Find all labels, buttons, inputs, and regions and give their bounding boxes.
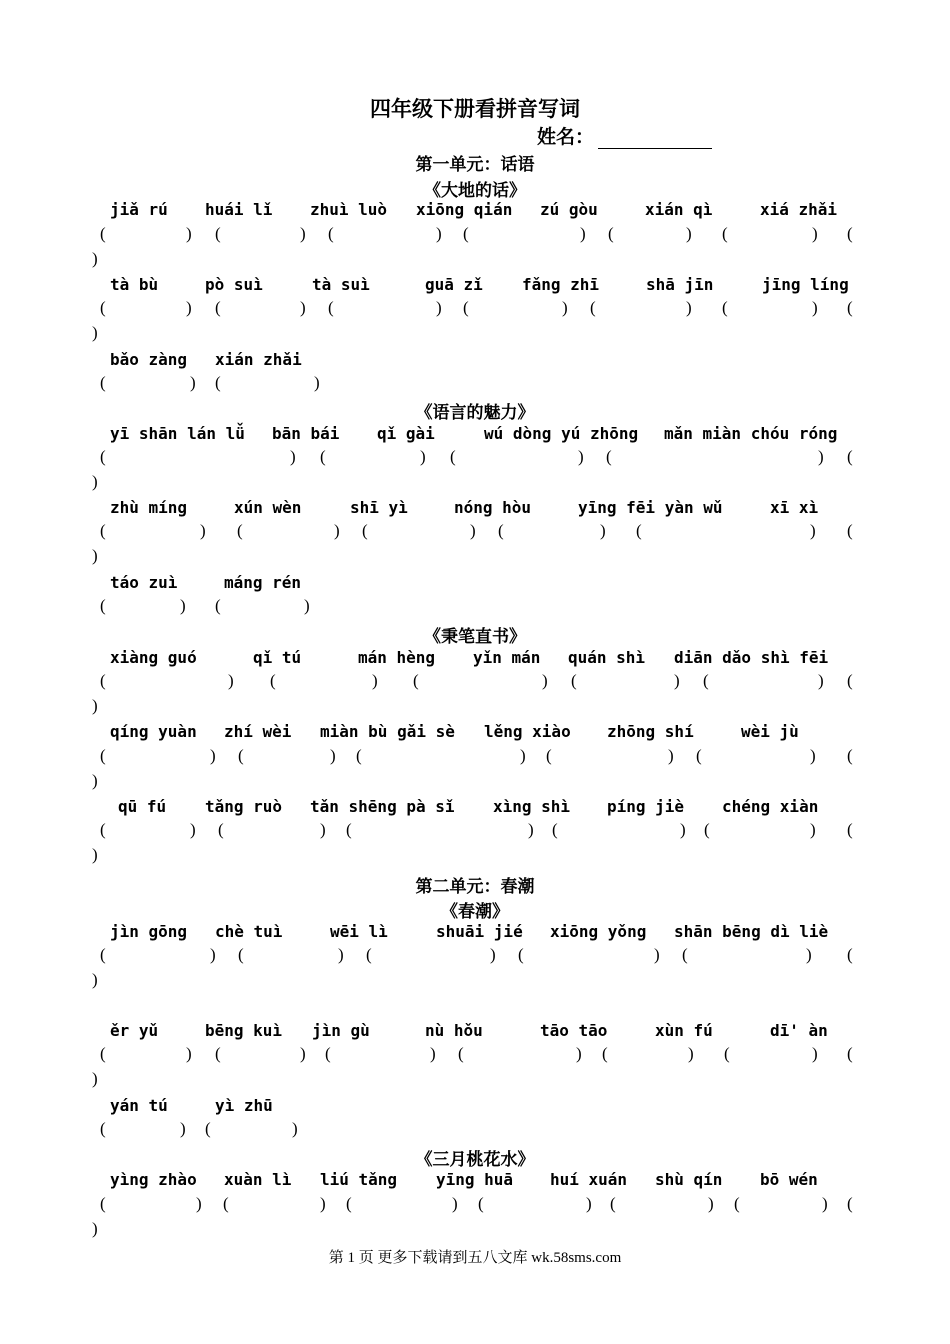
answer-bracket-close: ): [92, 1069, 98, 1088]
answer-bracket-open[interactable]: (: [100, 1044, 106, 1063]
section-heading: 《秉笔直书》: [424, 627, 526, 647]
section-heading: 《春潮》: [441, 902, 509, 922]
answer-bracket-open[interactable]: (: [546, 746, 552, 765]
pinyin-row: [0, 573, 950, 593]
section-heading: 《三月桃花水》: [415, 1150, 535, 1170]
answer-bracket-open[interactable]: (: [847, 1194, 853, 1213]
answer-bracket-close: ): [600, 521, 606, 540]
answer-row: [0, 298, 950, 318]
answer-bracket-close: ): [300, 1044, 306, 1063]
answer-bracket-close: ): [576, 1044, 582, 1063]
answer-bracket-open[interactable]: (: [100, 945, 106, 964]
answer-row-wrap: [0, 696, 950, 716]
answer-bracket-close: ): [686, 298, 692, 317]
pinyin-word: qǐ gài: [377, 424, 435, 443]
answer-bracket-close: ): [812, 1044, 818, 1063]
answer-bracket-close: ): [92, 970, 98, 989]
answer-bracket-close: ): [818, 447, 824, 466]
answer-bracket-open[interactable]: (: [100, 298, 106, 317]
answer-bracket-close: ): [822, 1194, 828, 1213]
answer-bracket-open[interactable]: (: [346, 820, 352, 839]
answer-bracket-open[interactable]: (: [847, 447, 853, 466]
pinyin-word: quán shì: [568, 648, 646, 667]
answer-bracket-close: ): [470, 521, 476, 540]
pinyin-word: chéng xiàn: [722, 797, 819, 816]
answer-row: [0, 373, 950, 393]
answer-row: [0, 1044, 950, 1064]
pinyin-word: miàn bù gǎi sè: [320, 722, 455, 741]
answer-bracket-close: ): [372, 671, 378, 690]
answer-bracket-open[interactable]: (: [703, 671, 709, 690]
answer-bracket-close: ): [92, 1219, 98, 1238]
answer-bracket-close: ): [314, 373, 320, 392]
pinyin-row: [0, 648, 950, 668]
answer-bracket-close: ): [190, 820, 196, 839]
answer-bracket-close: ): [292, 1119, 298, 1138]
answer-bracket-close: ): [92, 771, 98, 790]
answer-bracket-close: ): [92, 546, 98, 565]
answer-bracket-open[interactable]: (: [270, 671, 276, 690]
pinyin-word: píng jiè: [607, 797, 685, 816]
pinyin-row: [0, 350, 950, 370]
answer-row: [0, 945, 950, 965]
answer-bracket-close: ): [330, 746, 336, 765]
answer-row-wrap: [0, 771, 950, 791]
section-heading: 第一单元：话语: [415, 155, 535, 175]
answer-bracket-open[interactable]: (: [847, 746, 853, 765]
pinyin-row: [0, 200, 950, 220]
name-label: 姓名：: [537, 126, 595, 148]
answer-bracket-close: ): [520, 746, 526, 765]
answer-bracket-close: ): [320, 820, 326, 839]
pinyin-word: xùn fú: [655, 1021, 713, 1040]
answer-bracket-close: ): [180, 1119, 186, 1138]
pinyin-word: yǐn mán: [473, 648, 541, 667]
answer-bracket-close: ): [810, 746, 816, 765]
answer-bracket-open[interactable]: (: [238, 945, 244, 964]
answer-bracket-close: ): [186, 1044, 192, 1063]
answer-row-wrap: [0, 1069, 950, 1089]
answer-bracket-open[interactable]: (: [100, 1119, 106, 1138]
pinyin-word: ěr yǔ: [110, 1021, 159, 1040]
answer-bracket-open[interactable]: (: [100, 447, 106, 466]
answer-bracket-open[interactable]: (: [458, 1044, 464, 1063]
name-field: [537, 122, 712, 149]
answer-bracket-open[interactable]: (: [722, 298, 728, 317]
answer-bracket-close: ): [200, 521, 206, 540]
answer-bracket-close: ): [490, 945, 496, 964]
pinyin-word: shī yì: [350, 498, 408, 517]
pinyin-word: yì zhū: [215, 1096, 273, 1115]
answer-bracket-close: ): [436, 224, 442, 243]
pinyin-word: yán tú: [110, 1096, 168, 1115]
pinyin-word: xuàn lì: [224, 1170, 292, 1189]
answer-bracket-open[interactable]: (: [215, 1044, 221, 1063]
answer-bracket-close: ): [528, 820, 534, 839]
answer-bracket-open[interactable]: (: [722, 224, 728, 243]
answer-row-wrap: [0, 472, 950, 492]
answer-bracket-close: ): [452, 1194, 458, 1213]
pinyin-word: xī xì: [770, 498, 819, 517]
pinyin-word: shù qín: [655, 1170, 723, 1189]
answer-bracket-close: ): [686, 224, 692, 243]
answer-row-wrap: [0, 323, 950, 343]
answer-bracket-open[interactable]: (: [215, 596, 221, 615]
pinyin-row: [0, 1096, 950, 1116]
answer-bracket-open[interactable]: (: [608, 224, 614, 243]
answer-row: [0, 521, 950, 541]
answer-bracket-close: ): [654, 945, 660, 964]
answer-bracket-open[interactable]: (: [100, 1194, 106, 1213]
answer-row-wrap: [0, 845, 950, 865]
pinyin-word: wēi lì: [330, 922, 388, 941]
answer-bracket-open[interactable]: (: [590, 298, 596, 317]
pinyin-word: jiǎ rú: [110, 200, 168, 219]
answer-bracket-open[interactable]: (: [215, 298, 221, 317]
pinyin-word: pò suì: [205, 275, 263, 294]
answer-bracket-close: ): [708, 1194, 714, 1213]
pinyin-word: lěng xiào: [484, 722, 571, 741]
pinyin-word: liú tǎng: [320, 1170, 398, 1189]
answer-bracket-open[interactable]: (: [704, 820, 710, 839]
pinyin-word: yìng zhào: [110, 1170, 197, 1189]
answer-bracket-close: ): [674, 671, 680, 690]
pinyin-word: zhuì luò: [310, 200, 388, 219]
answer-bracket-open[interactable]: (: [847, 1044, 853, 1063]
answer-bracket-close: ): [810, 820, 816, 839]
pinyin-word: bēng kuì: [205, 1021, 283, 1040]
answer-bracket-open[interactable]: (: [847, 671, 853, 690]
answer-row-wrap: [0, 970, 950, 990]
answer-bracket-close: ): [92, 323, 98, 342]
pinyin-word: qíng yuàn: [110, 722, 197, 741]
pinyin-word: nóng hòu: [454, 498, 532, 517]
pinyin-word: shā jīn: [646, 275, 714, 294]
answer-bracket-close: ): [300, 298, 306, 317]
pinyin-word: zhù míng: [110, 498, 188, 517]
pinyin-word: xiàng guó: [110, 648, 197, 667]
pinyin-row: [0, 1021, 950, 1041]
answer-row: [0, 1119, 950, 1139]
answer-bracket-close: ): [186, 298, 192, 317]
answer-bracket-open[interactable]: (: [362, 521, 368, 540]
answer-bracket-open[interactable]: (: [734, 1194, 740, 1213]
answer-bracket-open[interactable]: (: [100, 671, 106, 690]
pinyin-word: mǎn miàn chóu róng: [664, 424, 838, 443]
pinyin-word: xún wèn: [234, 498, 302, 517]
pinyin-row: [0, 424, 950, 444]
name-blank-line[interactable]: [598, 130, 712, 149]
answer-bracket-close: ): [304, 596, 310, 615]
answer-bracket-open[interactable]: (: [847, 224, 853, 243]
pinyin-word: xiá zhǎi: [760, 200, 838, 219]
pinyin-word: zhōng shí: [607, 722, 694, 741]
pinyin-word: fǎng zhī: [522, 275, 600, 294]
pinyin-word: yī shān lán lǚ: [110, 424, 245, 443]
answer-bracket-close: ): [680, 820, 686, 839]
answer-bracket-open[interactable]: (: [328, 298, 334, 317]
pinyin-word: zú gòu: [540, 200, 598, 219]
answer-bracket-close: ): [818, 671, 824, 690]
answer-bracket-close: ): [92, 472, 98, 491]
answer-bracket-close: ): [300, 224, 306, 243]
pinyin-word: huái lǐ: [205, 200, 273, 219]
answer-row-wrap: [0, 546, 950, 566]
answer-bracket-close: ): [806, 945, 812, 964]
pinyin-word: xiōng qián: [416, 200, 513, 219]
page-footer: 第 1 页 更多下载请到五八文库 wk.58sms.com: [328, 1250, 622, 1266]
answer-bracket-open[interactable]: (: [328, 224, 334, 243]
answer-bracket-open[interactable]: (: [847, 945, 853, 964]
pinyin-word: xiōng yǒng: [550, 922, 647, 941]
pinyin-word: tà bù: [110, 275, 159, 294]
answer-row: [0, 820, 950, 840]
answer-bracket-open[interactable]: (: [610, 1194, 616, 1213]
answer-bracket-close: ): [186, 224, 192, 243]
answer-bracket-open[interactable]: (: [636, 521, 642, 540]
pinyin-word: tāo tāo: [540, 1021, 608, 1040]
pinyin-word: mán hèng: [358, 648, 436, 667]
answer-bracket-open[interactable]: (: [325, 1044, 331, 1063]
pinyin-word: nù hǒu: [425, 1021, 483, 1040]
answer-bracket-close: ): [812, 298, 818, 317]
answer-bracket-open[interactable]: (: [478, 1194, 484, 1213]
pinyin-word: guā zǐ: [425, 275, 483, 294]
pinyin-word: shān bēng dì liè: [674, 922, 829, 941]
answer-bracket-open[interactable]: (: [847, 298, 853, 317]
answer-bracket-close: ): [430, 1044, 436, 1063]
answer-bracket-open[interactable]: (: [682, 945, 688, 964]
pinyin-word: wèi jù: [741, 722, 799, 741]
answer-bracket-close: ): [812, 224, 818, 243]
pinyin-word: tǎng ruò: [205, 797, 283, 816]
answer-bracket-open[interactable]: (: [571, 671, 577, 690]
answer-bracket-close: ): [338, 945, 344, 964]
pinyin-word: xián qì: [645, 200, 713, 219]
pinyin-word: diān dǎo shì fēi: [674, 648, 829, 667]
answer-bracket-close: ): [334, 521, 340, 540]
answer-bracket-open[interactable]: (: [463, 224, 469, 243]
answer-bracket-close: ): [810, 521, 816, 540]
answer-bracket-close: ): [688, 1044, 694, 1063]
answer-bracket-open[interactable]: (: [356, 746, 362, 765]
answer-bracket-close: ): [436, 298, 442, 317]
answer-bracket-close: ): [92, 845, 98, 864]
pinyin-word: tà suì: [312, 275, 370, 294]
answer-bracket-open[interactable]: (: [215, 224, 221, 243]
section-heading: 《大地的话》: [424, 181, 526, 201]
pinyin-word: bǎo zàng: [110, 350, 188, 369]
answer-bracket-close: ): [190, 373, 196, 392]
answer-bracket-close: ): [586, 1194, 592, 1213]
answer-row: [0, 596, 950, 616]
answer-bracket-open[interactable]: (: [602, 1044, 608, 1063]
answer-bracket-open[interactable]: (: [100, 820, 106, 839]
answer-bracket-close: ): [196, 1194, 202, 1213]
answer-bracket-open[interactable]: (: [223, 1194, 229, 1213]
pinyin-word: yīng huā: [436, 1170, 514, 1189]
pinyin-word: bō wén: [760, 1170, 818, 1189]
answer-row: [0, 671, 950, 691]
answer-bracket-open[interactable]: (: [413, 671, 419, 690]
answer-bracket-close: ): [578, 447, 584, 466]
pinyin-row: [0, 797, 950, 817]
pinyin-row: [0, 275, 950, 295]
answer-bracket-open[interactable]: (: [237, 521, 243, 540]
pinyin-word: wú dòng yú zhōng: [484, 424, 639, 443]
pinyin-word: jìn gù: [312, 1021, 370, 1040]
answer-bracket-open[interactable]: (: [498, 521, 504, 540]
page-title: 四年级下册看拼音写词: [370, 96, 580, 121]
pinyin-word: qū fú: [118, 797, 167, 816]
pinyin-word: xìng shì: [493, 797, 571, 816]
section-heading: 《语言的魅力》: [415, 403, 535, 423]
pinyin-word: chè tuì: [215, 922, 283, 941]
answer-bracket-open[interactable]: (: [518, 945, 524, 964]
answer-row: [0, 746, 950, 766]
pinyin-word: bān bái: [272, 424, 340, 443]
answer-bracket-close: ): [562, 298, 568, 317]
pinyin-word: qǐ tú: [253, 648, 302, 667]
pinyin-word: tǎn shēng pà sǐ: [310, 797, 455, 816]
answer-row: [0, 224, 950, 244]
answer-bracket-open[interactable]: (: [346, 1194, 352, 1213]
answer-bracket-open[interactable]: (: [463, 298, 469, 317]
pinyin-row: [0, 1170, 950, 1190]
pinyin-word: dī' àn: [770, 1021, 828, 1040]
answer-row-wrap: [0, 249, 950, 269]
answer-bracket-open[interactable]: (: [847, 521, 853, 540]
pinyin-word: táo zuì: [110, 573, 178, 592]
pinyin-word: jìn gōng: [110, 922, 188, 941]
pinyin-word: máng rén: [224, 573, 302, 592]
answer-bracket-open[interactable]: (: [100, 746, 106, 765]
pinyin-row: [0, 722, 950, 742]
answer-bracket-open[interactable]: (: [366, 945, 372, 964]
answer-row-wrap: [0, 1219, 950, 1239]
answer-bracket-open[interactable]: (: [215, 373, 221, 392]
answer-bracket-close: ): [290, 447, 296, 466]
answer-bracket-open[interactable]: (: [100, 224, 106, 243]
answer-bracket-open[interactable]: (: [218, 820, 224, 839]
answer-bracket-open[interactable]: (: [100, 596, 106, 615]
answer-bracket-open[interactable]: (: [205, 1119, 211, 1138]
answer-bracket-close: ): [92, 696, 98, 715]
answer-bracket-open[interactable]: (: [238, 746, 244, 765]
pinyin-word: zhí wèi: [224, 722, 292, 741]
pinyin-word: shuāi jié: [436, 922, 523, 941]
answer-bracket-open[interactable]: (: [847, 820, 853, 839]
pinyin-row: [0, 498, 950, 518]
answer-bracket-close: ): [668, 746, 674, 765]
pinyin-word: xián zhǎi: [215, 350, 302, 369]
section-heading: 第二单元：春潮: [415, 877, 535, 897]
answer-bracket-open[interactable]: (: [724, 1044, 730, 1063]
answer-bracket-open[interactable]: (: [320, 447, 326, 466]
pinyin-row: [0, 922, 950, 942]
pinyin-word: yīng fēi yàn wǔ: [578, 498, 723, 517]
answer-bracket-open[interactable]: (: [450, 447, 456, 466]
answer-bracket-open[interactable]: (: [606, 447, 612, 466]
answer-bracket-close: ): [420, 447, 426, 466]
answer-bracket-open[interactable]: (: [100, 521, 106, 540]
answer-bracket-close: ): [180, 596, 186, 615]
answer-bracket-close: ): [320, 1194, 326, 1213]
answer-bracket-close: ): [92, 249, 98, 268]
answer-bracket-open[interactable]: (: [696, 746, 702, 765]
answer-row: [0, 1194, 950, 1214]
answer-bracket-close: ): [210, 945, 216, 964]
pinyin-word: huí xuán: [550, 1170, 628, 1189]
answer-bracket-close: ): [210, 746, 216, 765]
pinyin-word: jīng líng: [762, 275, 849, 294]
answer-bracket-close: ): [228, 671, 234, 690]
answer-bracket-open[interactable]: (: [552, 820, 558, 839]
answer-bracket-close: ): [542, 671, 548, 690]
answer-row: [0, 447, 950, 467]
answer-bracket-close: ): [580, 224, 586, 243]
answer-bracket-open[interactable]: (: [100, 373, 106, 392]
